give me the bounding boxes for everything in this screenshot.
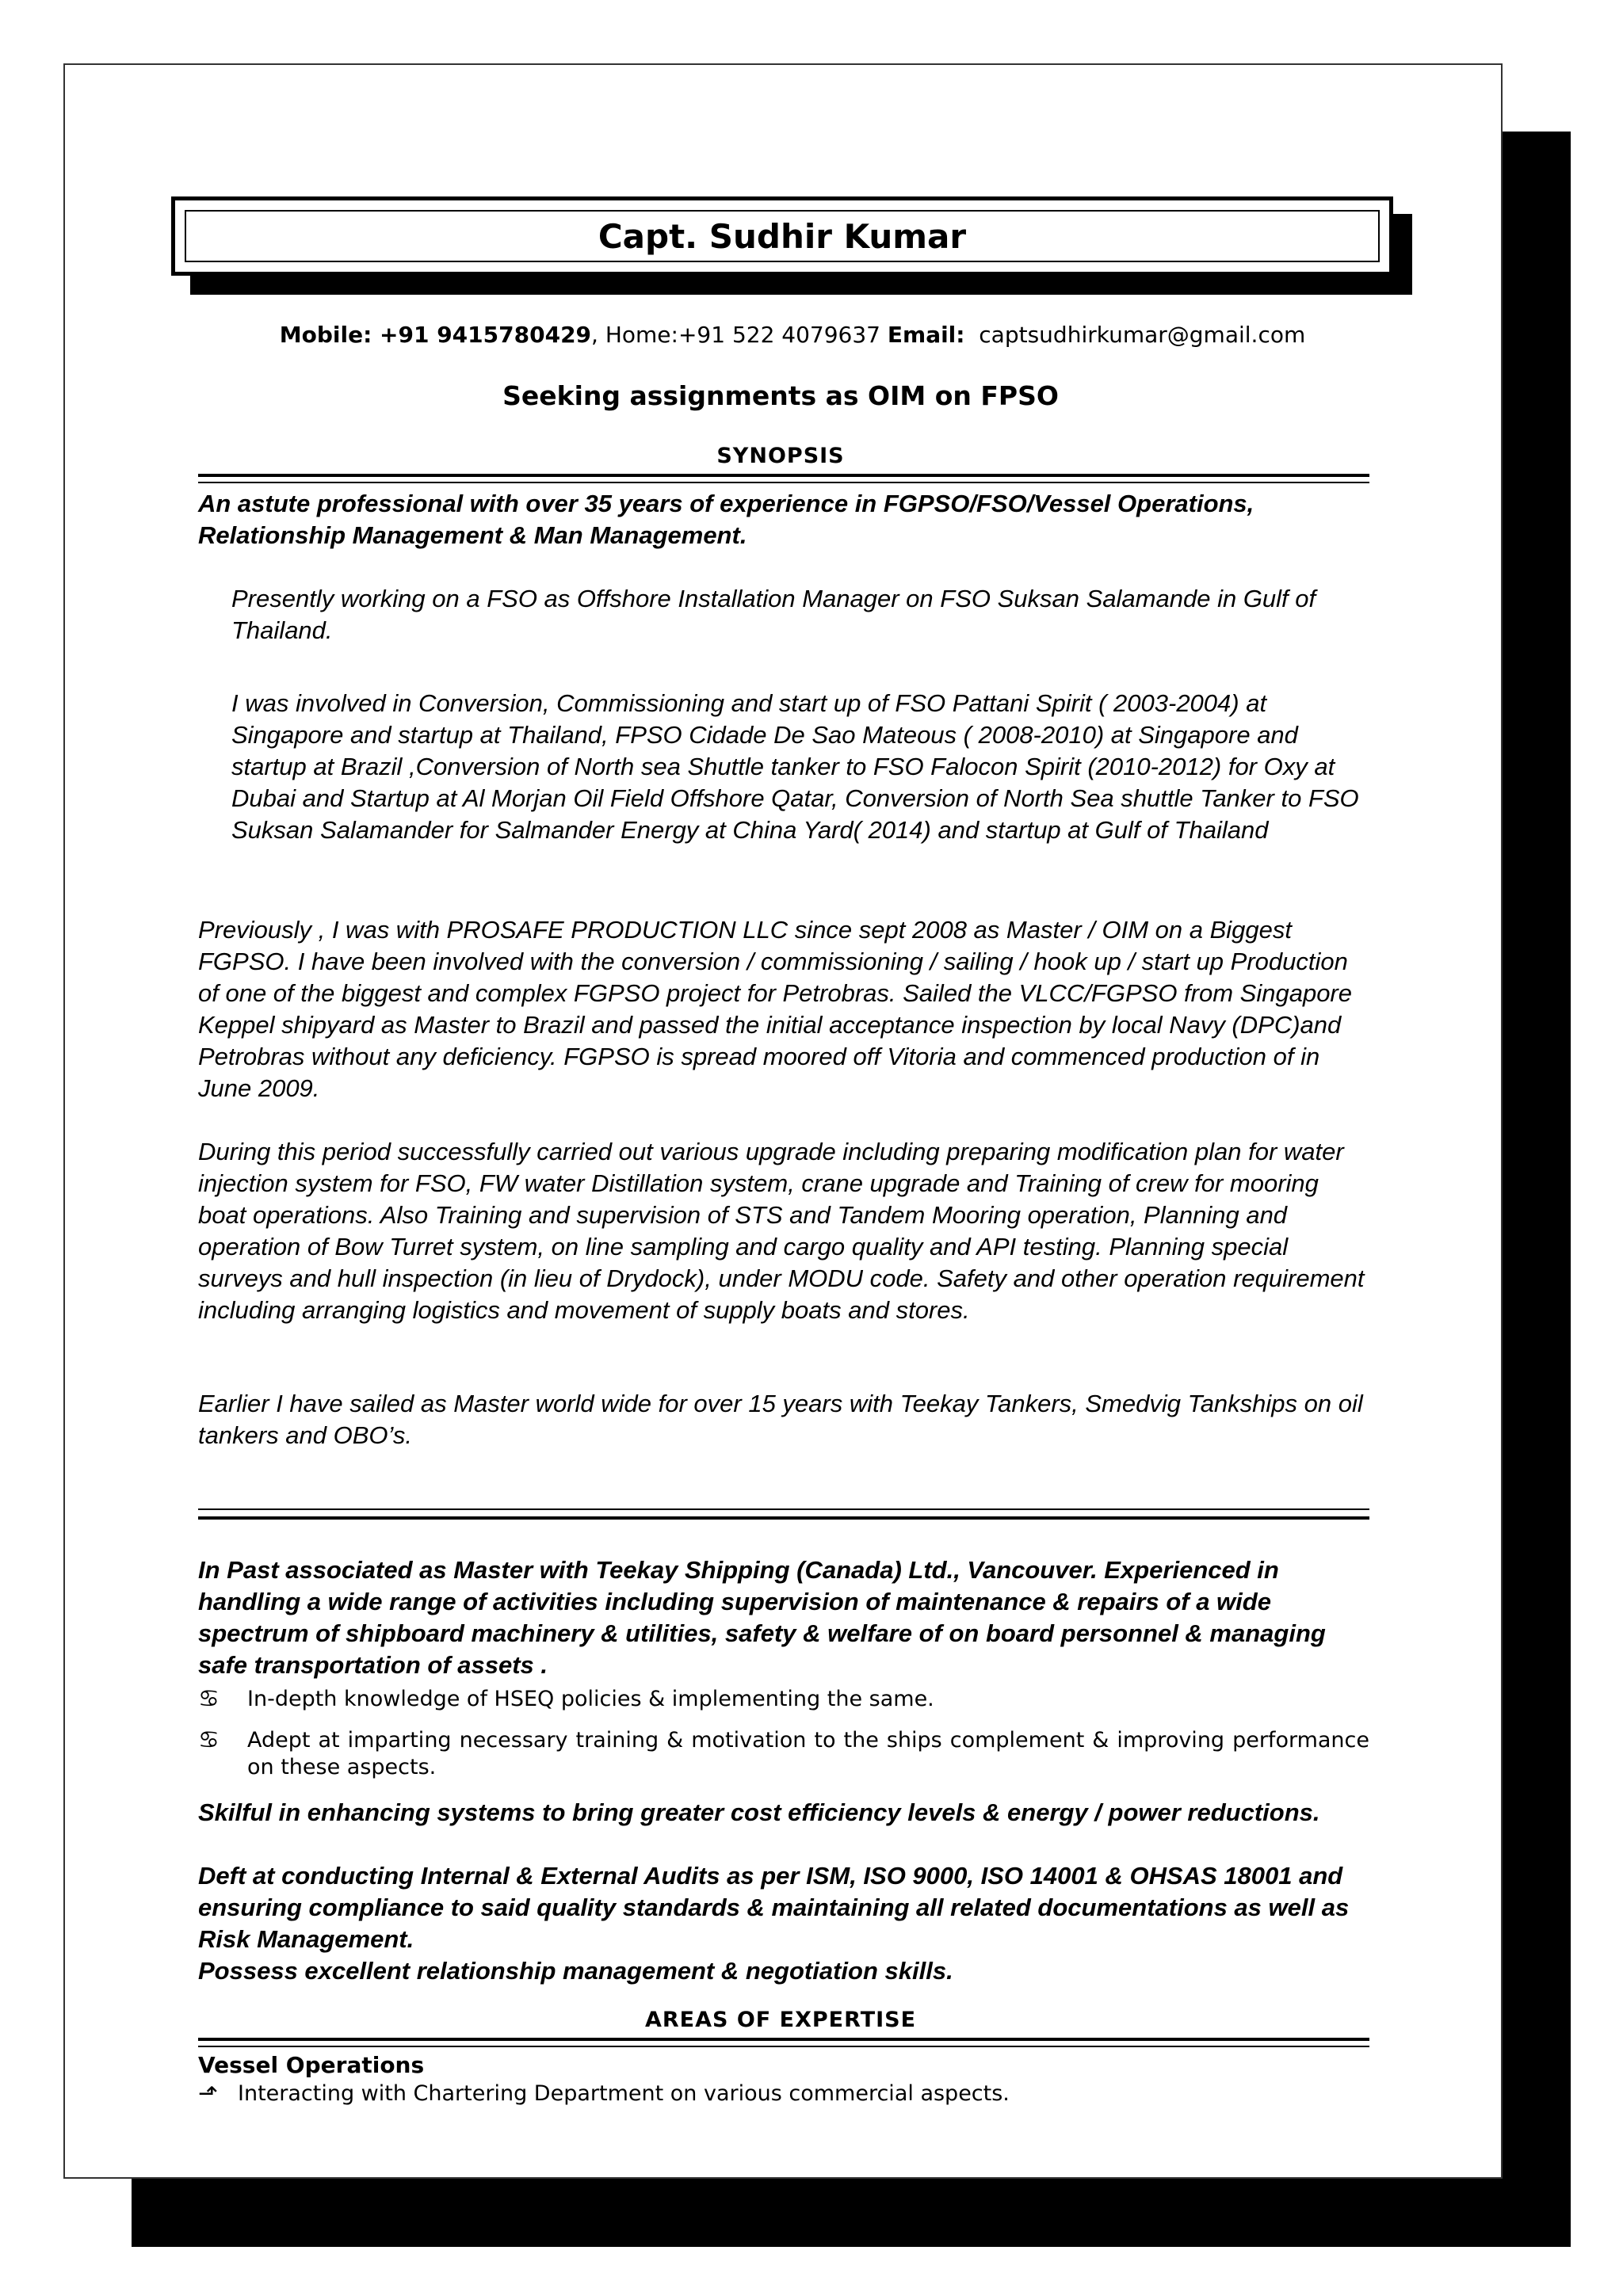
conversion-projects: I was involved in Conversion, Commissioning and start up of FSO Pattani Spirit ( 2003-2004) at Singapore and startup at Thailand, FPSO Cidade De Sao Mateous ( 2008-2010) at Singapore and startup at Brazil ,Conversion of North sea Shuttle tanker to FSO Falocon Spirit (2010-2012) for Oxy at Dubai and Startup at Al Morjan Oil Field Offshore Qatar, Conversion of North Sea shuttle Tanker to FSO Suksan Salamander for Salmander Energy at China Yard( 2014) and startup at Gulf of Thailand [231, 689, 1359, 844]
cancer-sign-icon: ♋ [198, 1685, 220, 1713]
past-association: In Past associated as Master with Teekay Shipping (Canada) Ltd., Vancouver. Experienced in handling a wide range of activities including supervision of maintenance & repairs of a wide spectrum of shipboard machinery & utilities, safety & welfare of on board personnel & managing safe transportation of assets . [198, 1556, 1326, 1679]
email-label: Email: [887, 322, 965, 348]
email-address: captsudhirkumar@gmail.com [964, 322, 1306, 348]
previous-role: Previously , I was with PROSAFE PRODUCTION LLC since sept 2008 as Master / OIM on a Biggest FGPSO. I have been involved with the conversion / commissioning / sailing / hook up / start up Production of one of the biggest and complex FGPSO project for Petrobras. Sailed the VLCC/FGPSO from Singapore Keppel shipyard as Master to Brazil and passed the initial acceptance inspection by local Navy (DPC)and Petrobras without any deficiency. FGPSO is spread moored off Vitoria and commenced production of in June 2009. [198, 916, 1353, 1102]
past-bullet-list [198, 1686, 1369, 1781]
arrow-icon: ⬏ [198, 2080, 219, 2107]
audit-statement: Deft at conducting Internal & External Audits as per ISM, ISO 9000, ISO 14001 & OHSAS 18001 and ensuring compliance to said quality standards & maintaining all related documentations as well as Risk Management. [198, 1862, 1350, 1953]
synopsis-intro: An astute professional with over 35 years of experience in FGPSO/FSO/Vessel Operations, Relationship Management & Man Management. [198, 490, 1254, 549]
bullet-text: Interacting with Chartering Department on various commercial aspects. [238, 2081, 1010, 2106]
section-rule-thin [198, 1508, 1369, 1510]
objective: Seeking assignments as OIM on FPSO [502, 380, 1059, 411]
list-item [198, 1686, 1369, 1713]
list-item [198, 1727, 1369, 1781]
synopsis-rule [198, 474, 1369, 477]
vessel-operations-title: Vessel Operations [198, 2052, 425, 2078]
name-box [171, 196, 1393, 276]
bullet-text: Adept at imparting necessary training & motivation to the ships complement & improving performance on these aspects. [247, 1728, 1369, 1779]
list-item [198, 2081, 1369, 2107]
mobile-number: +91 9415780429 [372, 322, 592, 348]
earlier-experience: Earlier I have sailed as Master world wide for over 15 years with Teekay Tankers, Smedvig Tankships on oil tankers and OBO’s. [198, 1390, 1363, 1449]
present-position: Presently working on a FSO as Offshore Installation Manager on FSO Suksan Salamande in Gulf of Thailand. [231, 585, 1316, 644]
period-achievements: During this period successfully carried out various upgrade including preparing modification plan for water injection system for FSO, FW water Distillation system, crane upgrade and Training of crew for mooring boat operations. Also Training and supervision of STS and Tandem Mooring operation, Planning and operation of Bow Turret system, on line sampling and cargo quality and API testing. Planning special surveys and hull inspection (in lieu of Drydock), under MODU code. Safety and other operation requirement including arranging logistics and movement of supply boats and stores. [198, 1138, 1365, 1324]
section-rule [198, 1516, 1369, 1520]
expertise-heading: AREAS OF EXPERTISE [644, 2008, 917, 2032]
home-phone: , Home:+91 522 4079637 [591, 322, 888, 348]
synopsis-rule-thin [198, 482, 1369, 483]
candidate-name: Capt. Sudhir Kumar [185, 210, 1380, 262]
synopsis-heading: SYNOPSIS [716, 444, 845, 468]
mobile-label: Mobile: [279, 322, 372, 348]
expertise-rule-thin [198, 2046, 1369, 2047]
contact-line [198, 322, 1387, 348]
cancer-sign-icon: ♋ [198, 1726, 220, 1754]
bullet-text: In-depth knowledge of HSEQ policies & implementing the same. [247, 1687, 934, 1711]
relationship-statement: Possess excellent relationship management & negotiation skills. [198, 1957, 953, 1985]
expertise-rule [198, 2038, 1369, 2041]
skilful-statement: Skilful in enhancing systems to bring greater cost efficiency levels & energy / power reductions. [198, 1798, 1320, 1826]
